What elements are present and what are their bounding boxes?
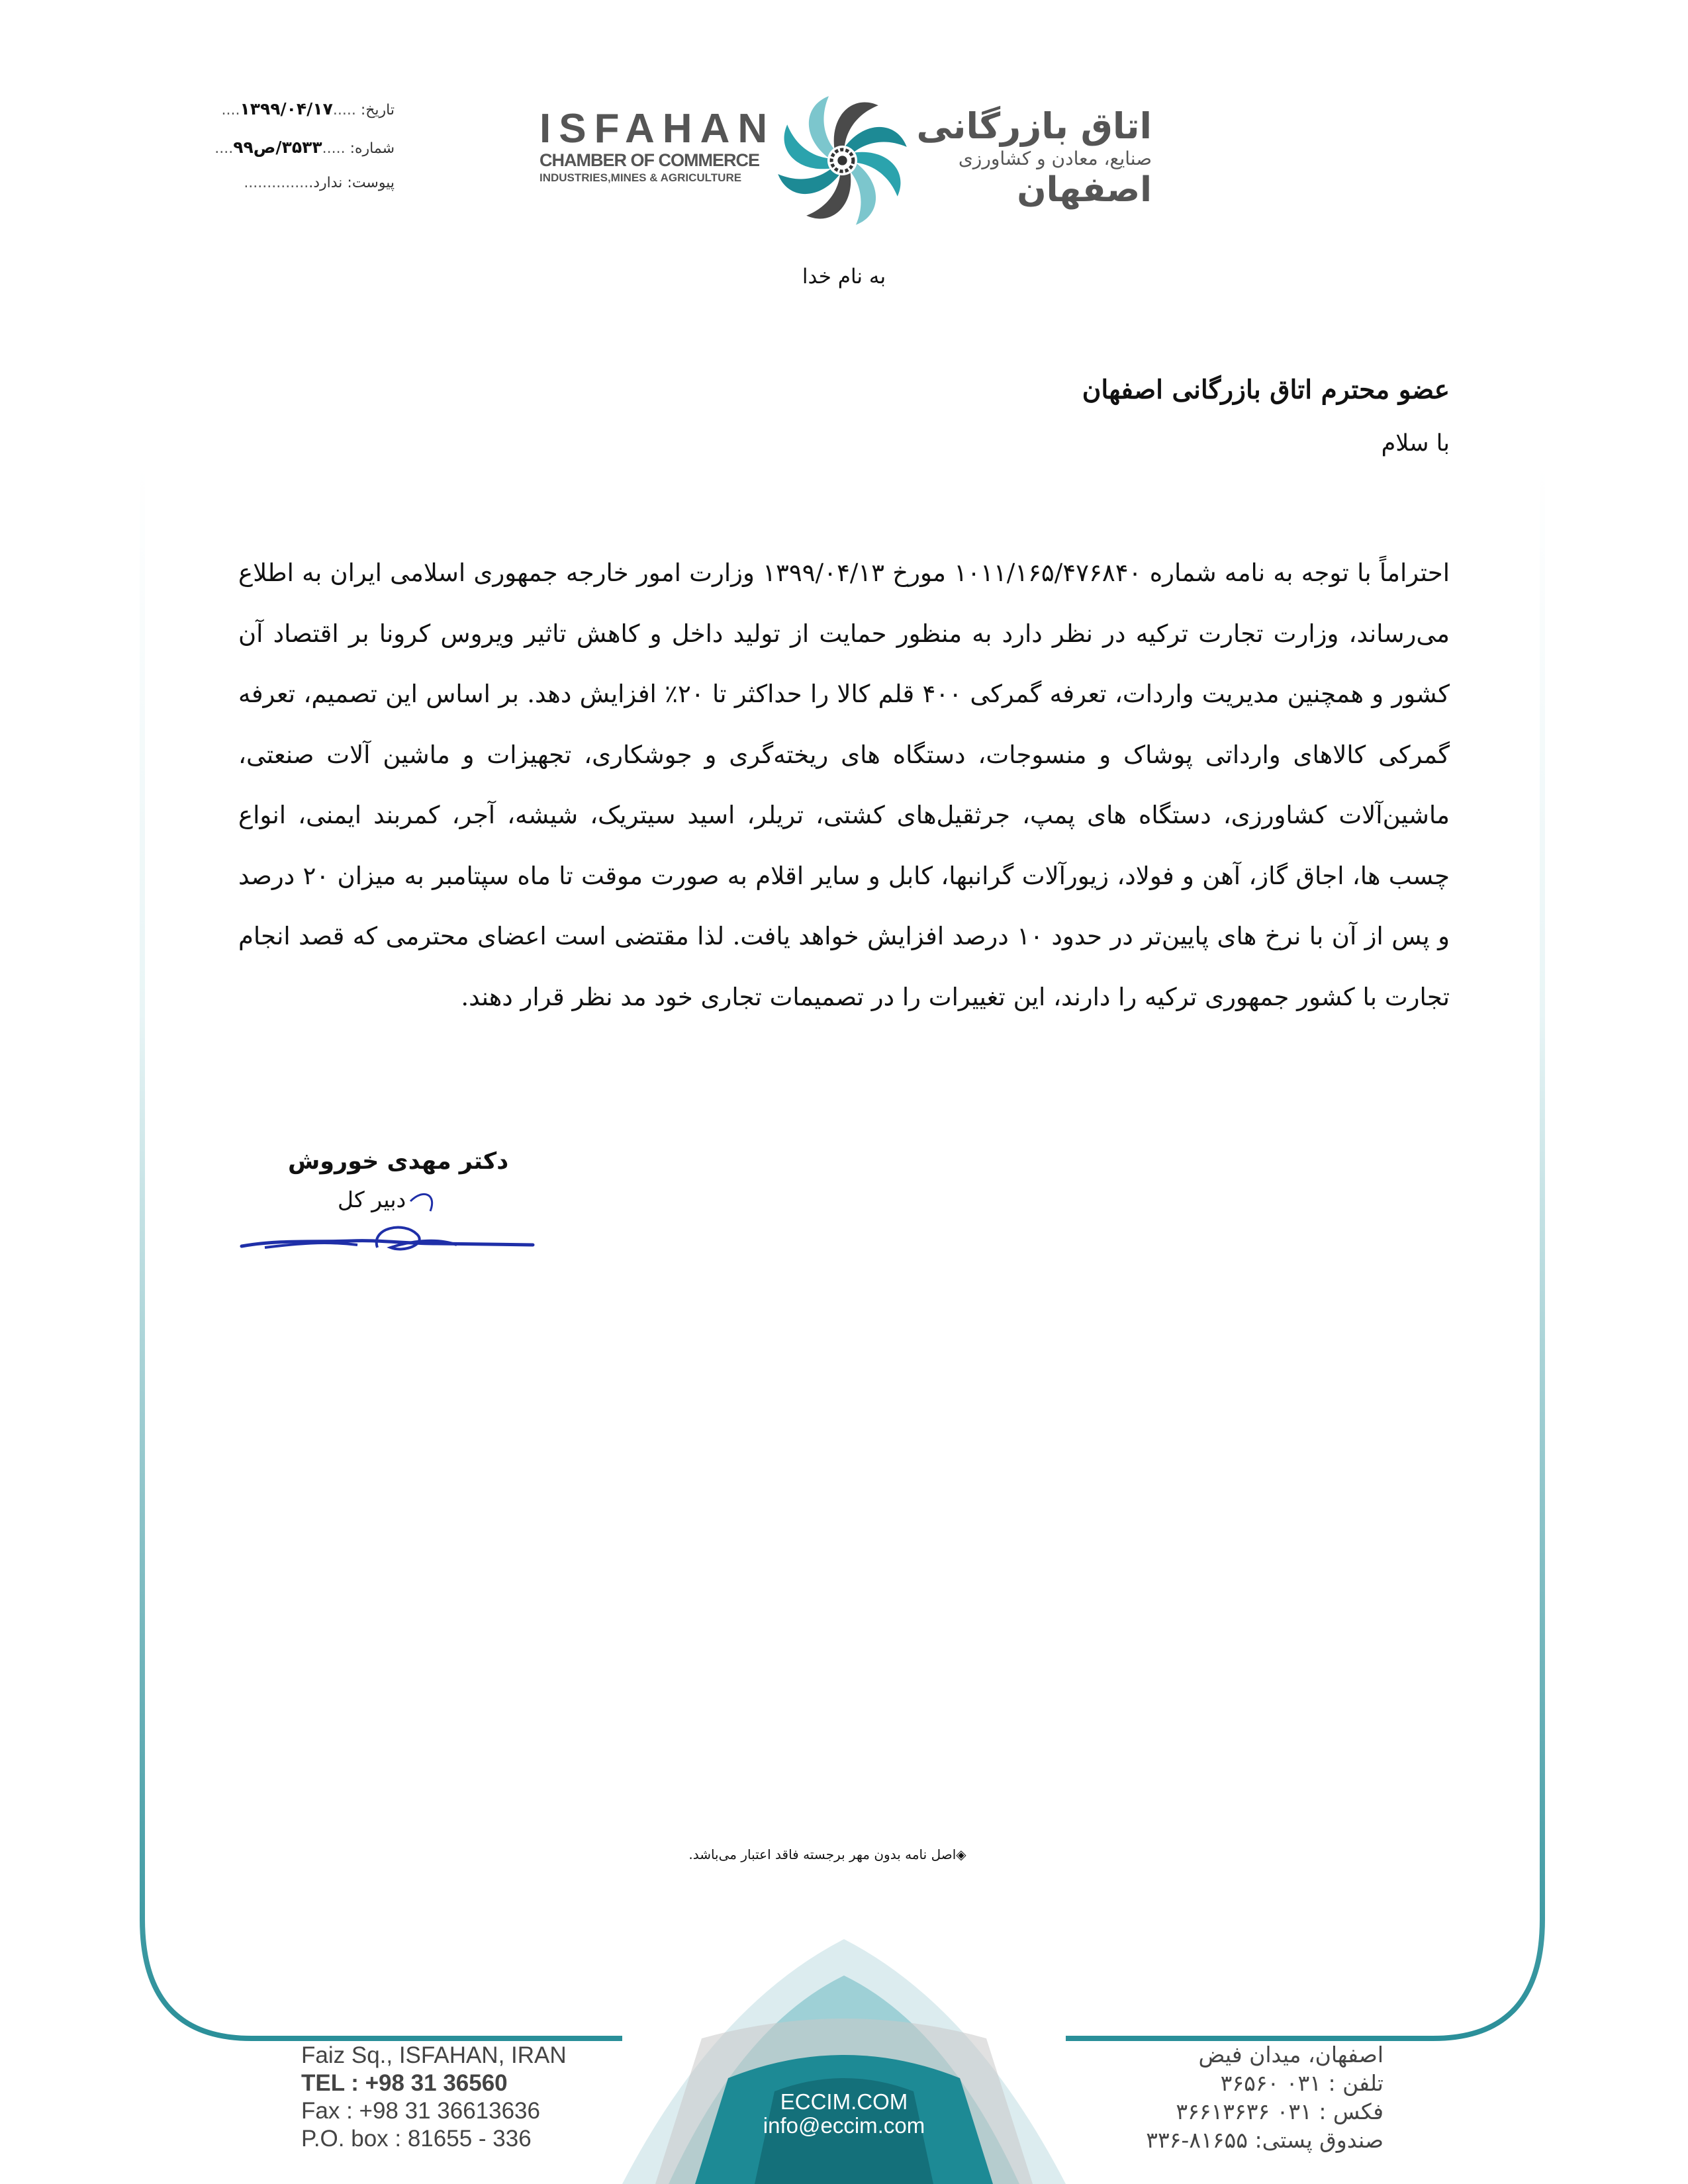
footer-address: Faiz Sq., ISFAHAN, IRAN [301, 2042, 567, 2068]
letter-body: احتراماً با توجه به نامه شماره ۱۰۱۱/۱۶۵/۴۷۶۸۴۰ مورخ ۱۳۹۹/۰۴/۱۳ وزارت امور خارجه جمهوری اسلامی ایران به اطلاع می‌رساند، وزارت تجارت ترکیه در نظر دارد به منظور حمایت از تولید داخل و کاهش تاثیر ویروس کرونا بر اقتصاد آن کشور و همچنین مدیریت واردات، تعرفه گمرکی ۴۰۰ قلم کالا را حداکثر تا ۲۰٪ افزایش دهد. بر اساس این تصمیم، تعرفه گمرکی کالاهای وارداتی پوشاک و منسوجات، دستگاه های ریخته‌گری و جوشکاری، تجهیزات و ماشین آلات صنعتی، ماشین‌آلات کشاورزی، دستگاه های پمپ، جرثقیل‌های کشتی، تریلر، اسید سیتریک، شیشه، آجر، کمربند ایمنی، انواع چسب ها، اجاق گاز، آهن و فولاد، زیورآلات گرانبها، کابل و سایر اقلام به صورت موقت تا ماه سپتامبر به میزان ۲۰ درصد و پس از آن با نرخ های پایین‌تر در حدود ۱۰ درصد افزایش خواهد یافت. لذا مقتضی است اعضای محترمی که قصد انجام تجارت با کشور جمهوری ترکیه را دارند، این تغییرات را در تصمیمات تجاری خود مد نظر قرار دهند. [238, 559, 1450, 1011]
attachment-label: پیوست: [347, 175, 395, 191]
recipient-line: عضو محترم اتاق بازرگانی اصفهان [1082, 375, 1450, 405]
logo-tagline: INDUSTRIES,MINES & AGRICULTURE [539, 171, 742, 184]
footer-email-link[interactable]: info@eccim.com [763, 2113, 925, 2138]
diamond-bullet-icon: ◈ [956, 1846, 966, 1862]
letter-number: شماره: .....۳۵۳۳/ص۹۹.... [214, 138, 395, 157]
logo-name: ISFAHAN [539, 106, 776, 152]
number-value: ۳۵۳۳/ص۹۹ [233, 138, 322, 157]
salutation: با سلام [1381, 430, 1450, 457]
number-label: شماره: [350, 140, 395, 157]
footer-fax: Fax : +98 31 36613636 [301, 2098, 540, 2124]
footer-fa-pobox: صندوق پستی: ۸۱۶۵۵-۳۳۶ [1146, 2127, 1383, 2153]
footer-tel: TEL : +98 31 36560 [301, 2070, 508, 2096]
letter-date: تاریخ: .....۱۳۹۹/۰۴/۱۷.... [221, 99, 395, 118]
footer-web [735, 2090, 953, 2138]
logo-subtitle: CHAMBER OF COMMERCE [539, 150, 759, 170]
stamp-validity-note: ◈اصل نامه بدون مهر برجسته فاقد اعتبار می‌باشد. [688, 1846, 966, 1862]
footer-emblem [622, 1939, 1066, 2184]
footer-pobox: P.O. box : 81655 - 336 [301, 2126, 532, 2152]
logo-english-text [539, 106, 776, 185]
footer-address-english [301, 2042, 579, 2153]
footer-address-persian [1072, 2040, 1383, 2154]
footer-website-link[interactable]: ECCIM.COM [780, 2089, 908, 2114]
letter-attachment: پیوست: ندارد............... [244, 175, 395, 191]
date-label: تاریخ: [360, 102, 395, 118]
signatory-title: دبیر کل [338, 1187, 406, 1212]
logo-fa-line2: صنایع، معادن و کشاورزی [958, 148, 1152, 169]
signatory-name: دکتر مهدی خوروش [288, 1148, 509, 1175]
date-value: ۱۳۹۹/۰۴/۱۷ [240, 99, 333, 118]
basmala: به نام خدا [802, 265, 886, 289]
footer-fa-fax: فکس : ۰۳۱ ۳۶۶۱۳۶۳۶ [1176, 2099, 1383, 2124]
attachment-value: ندارد. [308, 175, 343, 191]
logo-fa-line3: اصفهان [1017, 170, 1152, 210]
footer-fa-address: اصفهان، میدان فیض [1198, 2042, 1383, 2068]
chamber-logo-icon [771, 89, 914, 232]
footer-fa-tel: تلفن : ۰۳۱ ۳۶۵۶۰ [1220, 2070, 1383, 2096]
logo-fa-line1: اتاق بازرگانی [916, 105, 1152, 147]
logo-persian-text [914, 106, 1152, 209]
handwritten-signature [238, 1175, 543, 1254]
